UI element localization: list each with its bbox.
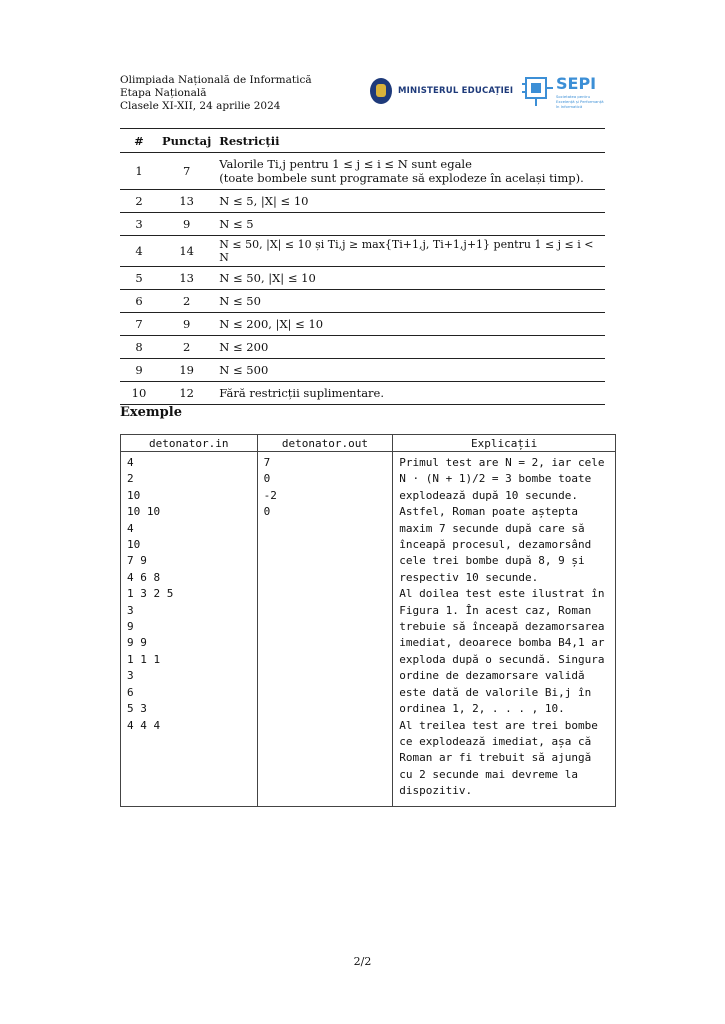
examples-header-row bbox=[121, 435, 616, 452]
example-output: 7 0 -2 0 bbox=[257, 452, 393, 807]
sepi-logo-text: SEPI bbox=[556, 74, 597, 93]
row-points: 2 bbox=[158, 290, 215, 313]
header-text bbox=[120, 74, 312, 113]
table-row bbox=[120, 313, 605, 336]
table-row bbox=[120, 336, 605, 359]
sepi-logo-subtext: Societatea pentru Excelență și Performanță în Informatică bbox=[556, 94, 604, 109]
row-restriction: Valorile Ti,j pentru 1 ≤ j ≤ i ≤ N sunt egale (toate bombele sunt programate să explodeze în același timp). bbox=[215, 153, 605, 190]
col-header-output: detonator.out bbox=[257, 435, 393, 452]
row-points: 13 bbox=[158, 190, 215, 213]
row-points: 9 bbox=[158, 213, 215, 236]
row-restriction: N ≤ 5, |X| ≤ 10 bbox=[215, 190, 605, 213]
col-header-restrictions: Restricții bbox=[215, 129, 605, 153]
ministry-logo bbox=[370, 78, 513, 104]
col-header-points: Punctaj bbox=[158, 129, 215, 153]
row-restriction: N ≤ 200 bbox=[215, 336, 605, 359]
row-number: 1 bbox=[120, 153, 158, 190]
col-header-input: detonator.in bbox=[121, 435, 258, 452]
table-row bbox=[120, 213, 605, 236]
restrictions-header-row bbox=[120, 129, 605, 153]
class-date: Clasele XI-XII, 24 aprilie 2024 bbox=[120, 100, 281, 112]
row-restriction: N ≤ 200, |X| ≤ 10 bbox=[215, 313, 605, 336]
table-row bbox=[120, 290, 605, 313]
row-points: 12 bbox=[158, 382, 215, 405]
coat-of-arms-icon bbox=[370, 78, 392, 104]
table-row bbox=[120, 153, 605, 190]
col-header-number: # bbox=[120, 129, 158, 153]
restrictions-table bbox=[120, 128, 605, 405]
examples-title: Exemple bbox=[120, 405, 182, 420]
row-restriction: N ≤ 50, |X| ≤ 10 bbox=[215, 267, 605, 290]
table-row bbox=[120, 359, 605, 382]
row-points: 13 bbox=[158, 267, 215, 290]
row-number: 9 bbox=[120, 359, 158, 382]
table-row bbox=[120, 236, 605, 267]
row-number: 6 bbox=[120, 290, 158, 313]
row-number: 4 bbox=[120, 236, 158, 267]
page-number: 2/2 bbox=[353, 955, 372, 968]
ministry-logo-text: MINISTERUL EDUCAȚIEI bbox=[398, 86, 514, 96]
row-number: 10 bbox=[120, 382, 158, 405]
table-row bbox=[120, 382, 605, 405]
example-explanation: Primul test are N = 2, iar cele N · (N + 1)/2 = 3 bombe toate explodează după 10 secunde. Astfel, Roman poate aștepta maxim 7 secunde după care să înceapă procesul, dezamorsând cele trei bombe după 8, 9 și respectiv 10 secunde. Al doilea test este ilustrat în Figura 1. În acest caz, Roman trebuie să înceapă dezamorsarea imediat, deoarece bomba B4,1 ar exploda după o secundă. Singura ordine de dezamorsare validă este dată de valorile Bi,j în ordinea 1, 2, . . . , 10. Al treilea test are trei bombe ce explodează imediat, așa că Roman ar fi trebuit să ajungă cu 2 secunde mai devreme la dispozitiv. bbox=[393, 452, 616, 807]
table-row bbox=[120, 190, 605, 213]
row-restriction: N ≤ 500 bbox=[215, 359, 605, 382]
example-input: 4 2 10 10 10 4 10 7 9 4 6 8 1 3 2 5 3 9 9 9 1 1 1 3 6 5 3 4 4 4 bbox=[121, 452, 258, 807]
sepi-logo bbox=[522, 74, 608, 110]
example-row bbox=[121, 452, 616, 807]
row-points: 14 bbox=[158, 236, 215, 267]
stage-name: Etapa Națională bbox=[120, 87, 207, 99]
page-header bbox=[120, 74, 605, 114]
row-points: 7 bbox=[158, 153, 215, 190]
table-row bbox=[120, 267, 605, 290]
row-restriction: Fără restricții suplimentare. bbox=[215, 382, 605, 405]
sepi-circuit-icon bbox=[522, 74, 554, 108]
row-restriction: N ≤ 5 bbox=[215, 213, 605, 236]
row-number: 2 bbox=[120, 190, 158, 213]
row-points: 2 bbox=[158, 336, 215, 359]
row-restriction: N ≤ 50 bbox=[215, 290, 605, 313]
row-points: 9 bbox=[158, 313, 215, 336]
row-number: 5 bbox=[120, 267, 158, 290]
examples-table bbox=[120, 434, 616, 807]
row-points: 19 bbox=[158, 359, 215, 382]
row-number: 8 bbox=[120, 336, 158, 359]
olympiad-name: Olimpiada Națională de Informatică bbox=[120, 74, 312, 86]
row-number: 7 bbox=[120, 313, 158, 336]
col-header-explanation: Explicații bbox=[393, 435, 616, 452]
row-number: 3 bbox=[120, 213, 158, 236]
row-restriction: N ≤ 50, |X| ≤ 10 și Ti,j ≥ max{Ti+1,j, Ti+1,j+1} pentru 1 ≤ j ≤ i < N bbox=[215, 236, 605, 267]
